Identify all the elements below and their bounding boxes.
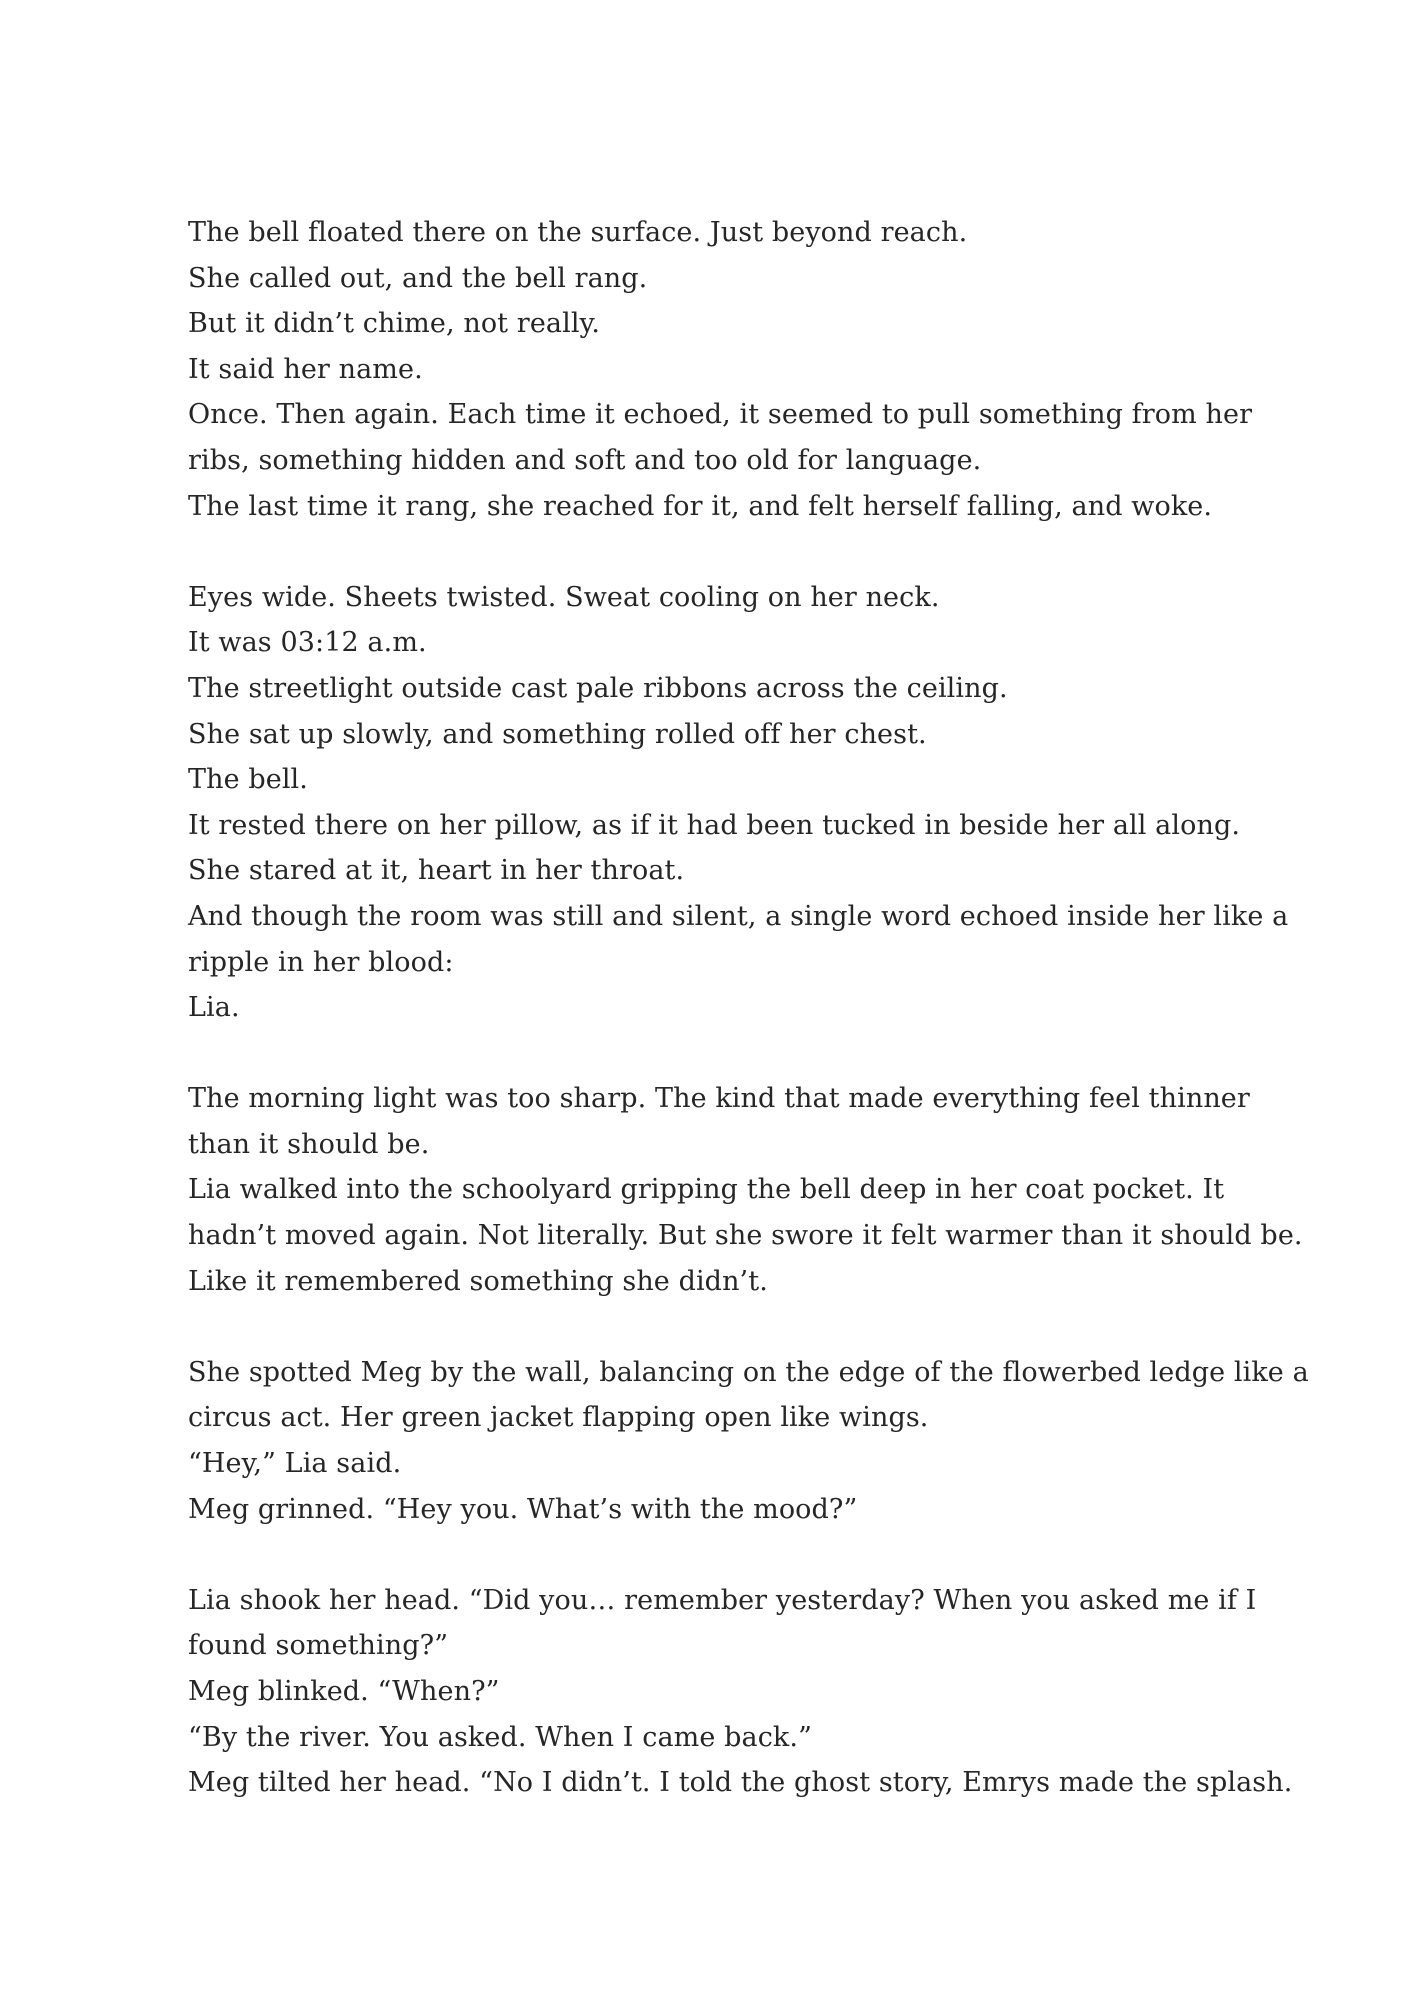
paragraph-gap (188, 1532, 1248, 1578)
text-line: The bell. (188, 764, 308, 796)
text-line: And though the room was still and silent, a single word echoed inside her like a (188, 900, 1289, 932)
paragraph-gap (188, 529, 1248, 575)
text-line: hadn’t moved again. Not literally. But she swore it felt warmer than it should be. (188, 1220, 1303, 1252)
text-line: It said her name. (188, 353, 423, 385)
text-line: Eyes wide. Sheets twisted. Sweat cooling on her neck. (188, 581, 940, 613)
text-line: Lia shook her head. “Did you… remember yesterday? When you asked me if I (188, 1584, 1257, 1616)
text-line: Meg tilted her head. “No I didn’t. I told the ghost story, Emrys made the splash. (188, 1767, 1293, 1799)
text-line: ribs, something hidden and soft and too old for language. (188, 444, 982, 476)
text-line: “Hey,” Lia said. (188, 1448, 402, 1480)
text-line: The streetlight outside cast pale ribbons across the ceiling. (188, 672, 1008, 704)
text-line: She stared at it, heart in her throat. (188, 855, 685, 887)
text-line: She called out, and the bell rang. (188, 262, 648, 294)
text-line: Lia. (188, 992, 240, 1024)
paragraph-gap (188, 1031, 1248, 1077)
text-line: The morning light was too sharp. The kind that made everything feel thinner (188, 1083, 1250, 1115)
story-text (188, 210, 1309, 1806)
text-line: She sat up slowly, and something rolled off her chest. (188, 718, 927, 750)
text-line: Lia walked into the schoolyard gripping the bell deep in her coat pocket. It (188, 1174, 1225, 1206)
text-line: “By the river. You asked. When I came back.” (188, 1721, 812, 1753)
text-line: found something?” (188, 1630, 449, 1662)
paragraph-gap (188, 1304, 1248, 1350)
text-line: She spotted Meg by the wall, balancing on the edge of the flowerbed ledge like a (188, 1356, 1309, 1388)
paragraph (188, 210, 1253, 529)
text-line: But it didn’t chime, not really. (188, 308, 601, 340)
text-line: circus act. Her green jacket flapping open like wings. (188, 1402, 929, 1434)
paragraph (188, 575, 1289, 1031)
paragraph (188, 1076, 1303, 1304)
text-line: Meg grinned. “Hey you. What’s with the mood?” (188, 1493, 858, 1525)
text-line: The bell floated there on the surface. Just beyond reach. (188, 217, 968, 248)
text-line: The last time it rang, she reached for it, and felt herself falling, and woke. (188, 490, 1213, 522)
text-line: Meg blinked. “When?” (188, 1676, 500, 1707)
paragraph (188, 1578, 1293, 1806)
text-line: ripple in her blood: (188, 946, 454, 978)
paragraph (188, 1350, 1309, 1532)
text-line: Like it remembered something she didn’t. (188, 1265, 768, 1297)
text-line: than it should be. (188, 1128, 430, 1160)
text-line: It was 03:12 a.m. (188, 627, 427, 659)
text-line: It rested there on her pillow, as if it had been tucked in beside her all along. (188, 809, 1241, 841)
text-line: Once. Then again. Each time it echoed, it seemed to pull something from her (188, 399, 1253, 431)
